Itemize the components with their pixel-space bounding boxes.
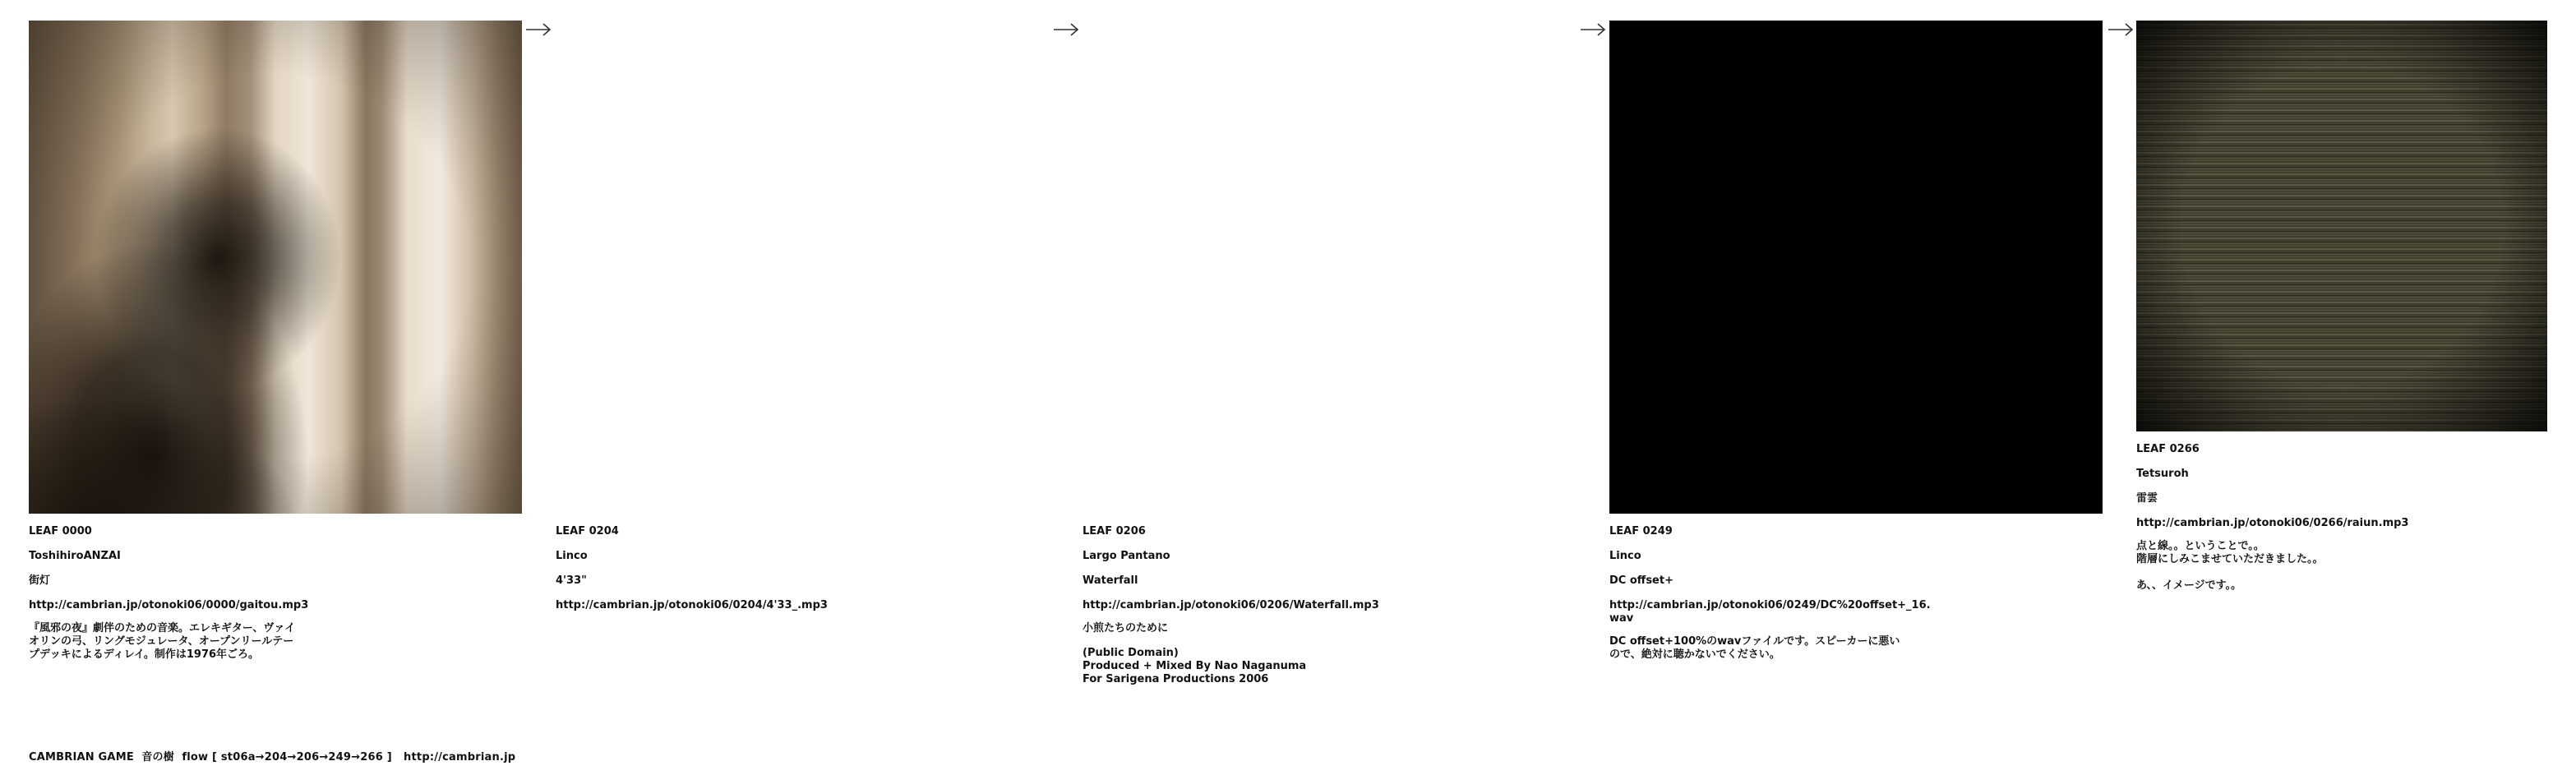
leaf-artwork-image[interactable] [2136,21,2547,431]
leaf-description: DC offset+100%のwavファイルです。スピーカーに悪い ので、絶対に聴かないでください。 [1609,635,1900,661]
leaf-audio-link[interactable]: http://cambrian.jp/otonoki06/0000/gaitou.mp3 [29,599,309,611]
leaf-artwork-image[interactable] [29,21,522,514]
leaf-artist: Linco [1609,550,1641,562]
leaf-0204 [556,21,1049,612]
leaf-0000 [29,21,522,662]
leaf-id: LEAF 0266 [2136,443,2200,455]
leaf-title: 4'33" [556,574,587,587]
arrow-right-icon [1053,21,1079,38]
leaf-0249 [1609,21,2103,662]
arrow-right-icon [1580,21,1606,38]
footer-text: CAMBRIAN GAME 音の樹 flow [ st06a→204→206→249→266 ] http://cambrian.jp [29,751,516,763]
leaf-title: DC offset+ [1609,574,1673,587]
leaf-0266 [2136,21,2547,593]
leaf-artwork-image[interactable] [556,21,1049,514]
leaf-artist: Linco [556,550,588,562]
leaf-artwork-image[interactable] [1083,21,1576,514]
leaf-id: LEAF 0249 [1609,525,1673,537]
arrow-right-icon [525,21,552,38]
leaf-title: 雷雲 [2136,492,2158,505]
leaf-0206 [1083,21,1576,686]
leaf-audio-link[interactable]: http://cambrian.jp/otonoki06/0266/raiun.mp3 [2136,517,2409,529]
arrow-right-icon [2107,21,2134,38]
leaf-title: Waterfall [1083,574,1138,587]
leaf-id: LEAF 0204 [556,525,619,537]
leaf-audio-link[interactable]: http://cambrian.jp/otonoki06/0206/Waterfall.mp3 [1083,599,1379,611]
leaf-audio-link[interactable]: http://cambrian.jp/otonoki06/0204/4'33_.mp3 [556,599,828,611]
leaf-audio-link[interactable]: http://cambrian.jp/otonoki06/0249/DC%20offset+_16. wav [1609,599,1931,625]
leaf-artist: Largo Pantano [1083,550,1170,562]
leaf-title: 街灯 [29,574,51,587]
leaf-artwork-image[interactable] [1609,21,2103,514]
leaf-description: 点と線。。ということで。。 階層にしみこませていただきました。。 あ、、イメージです。。 [2136,540,2324,592]
leaf-artist: ToshihiroANZAI [29,550,121,562]
leaf-credits: (Public Domain) Produced + Mixed By Nao Naganuma For Sarigena Productions 2006 [1083,647,1307,685]
leaf-description: 『風邪の夜』劇伴のための音楽。エレキギター、ヴァイ オリンの弓、リングモジュレータ、オープンリールテー プデッキによるディレイ。制作は1976年ごろ。 [29,622,296,661]
leaf-id: LEAF 0206 [1083,525,1146,537]
leaf-artist: Tetsuroh [2136,468,2189,480]
leaf-description: 小煎たちのために [1083,622,1169,634]
leaf-id: LEAF 0000 [29,525,92,537]
